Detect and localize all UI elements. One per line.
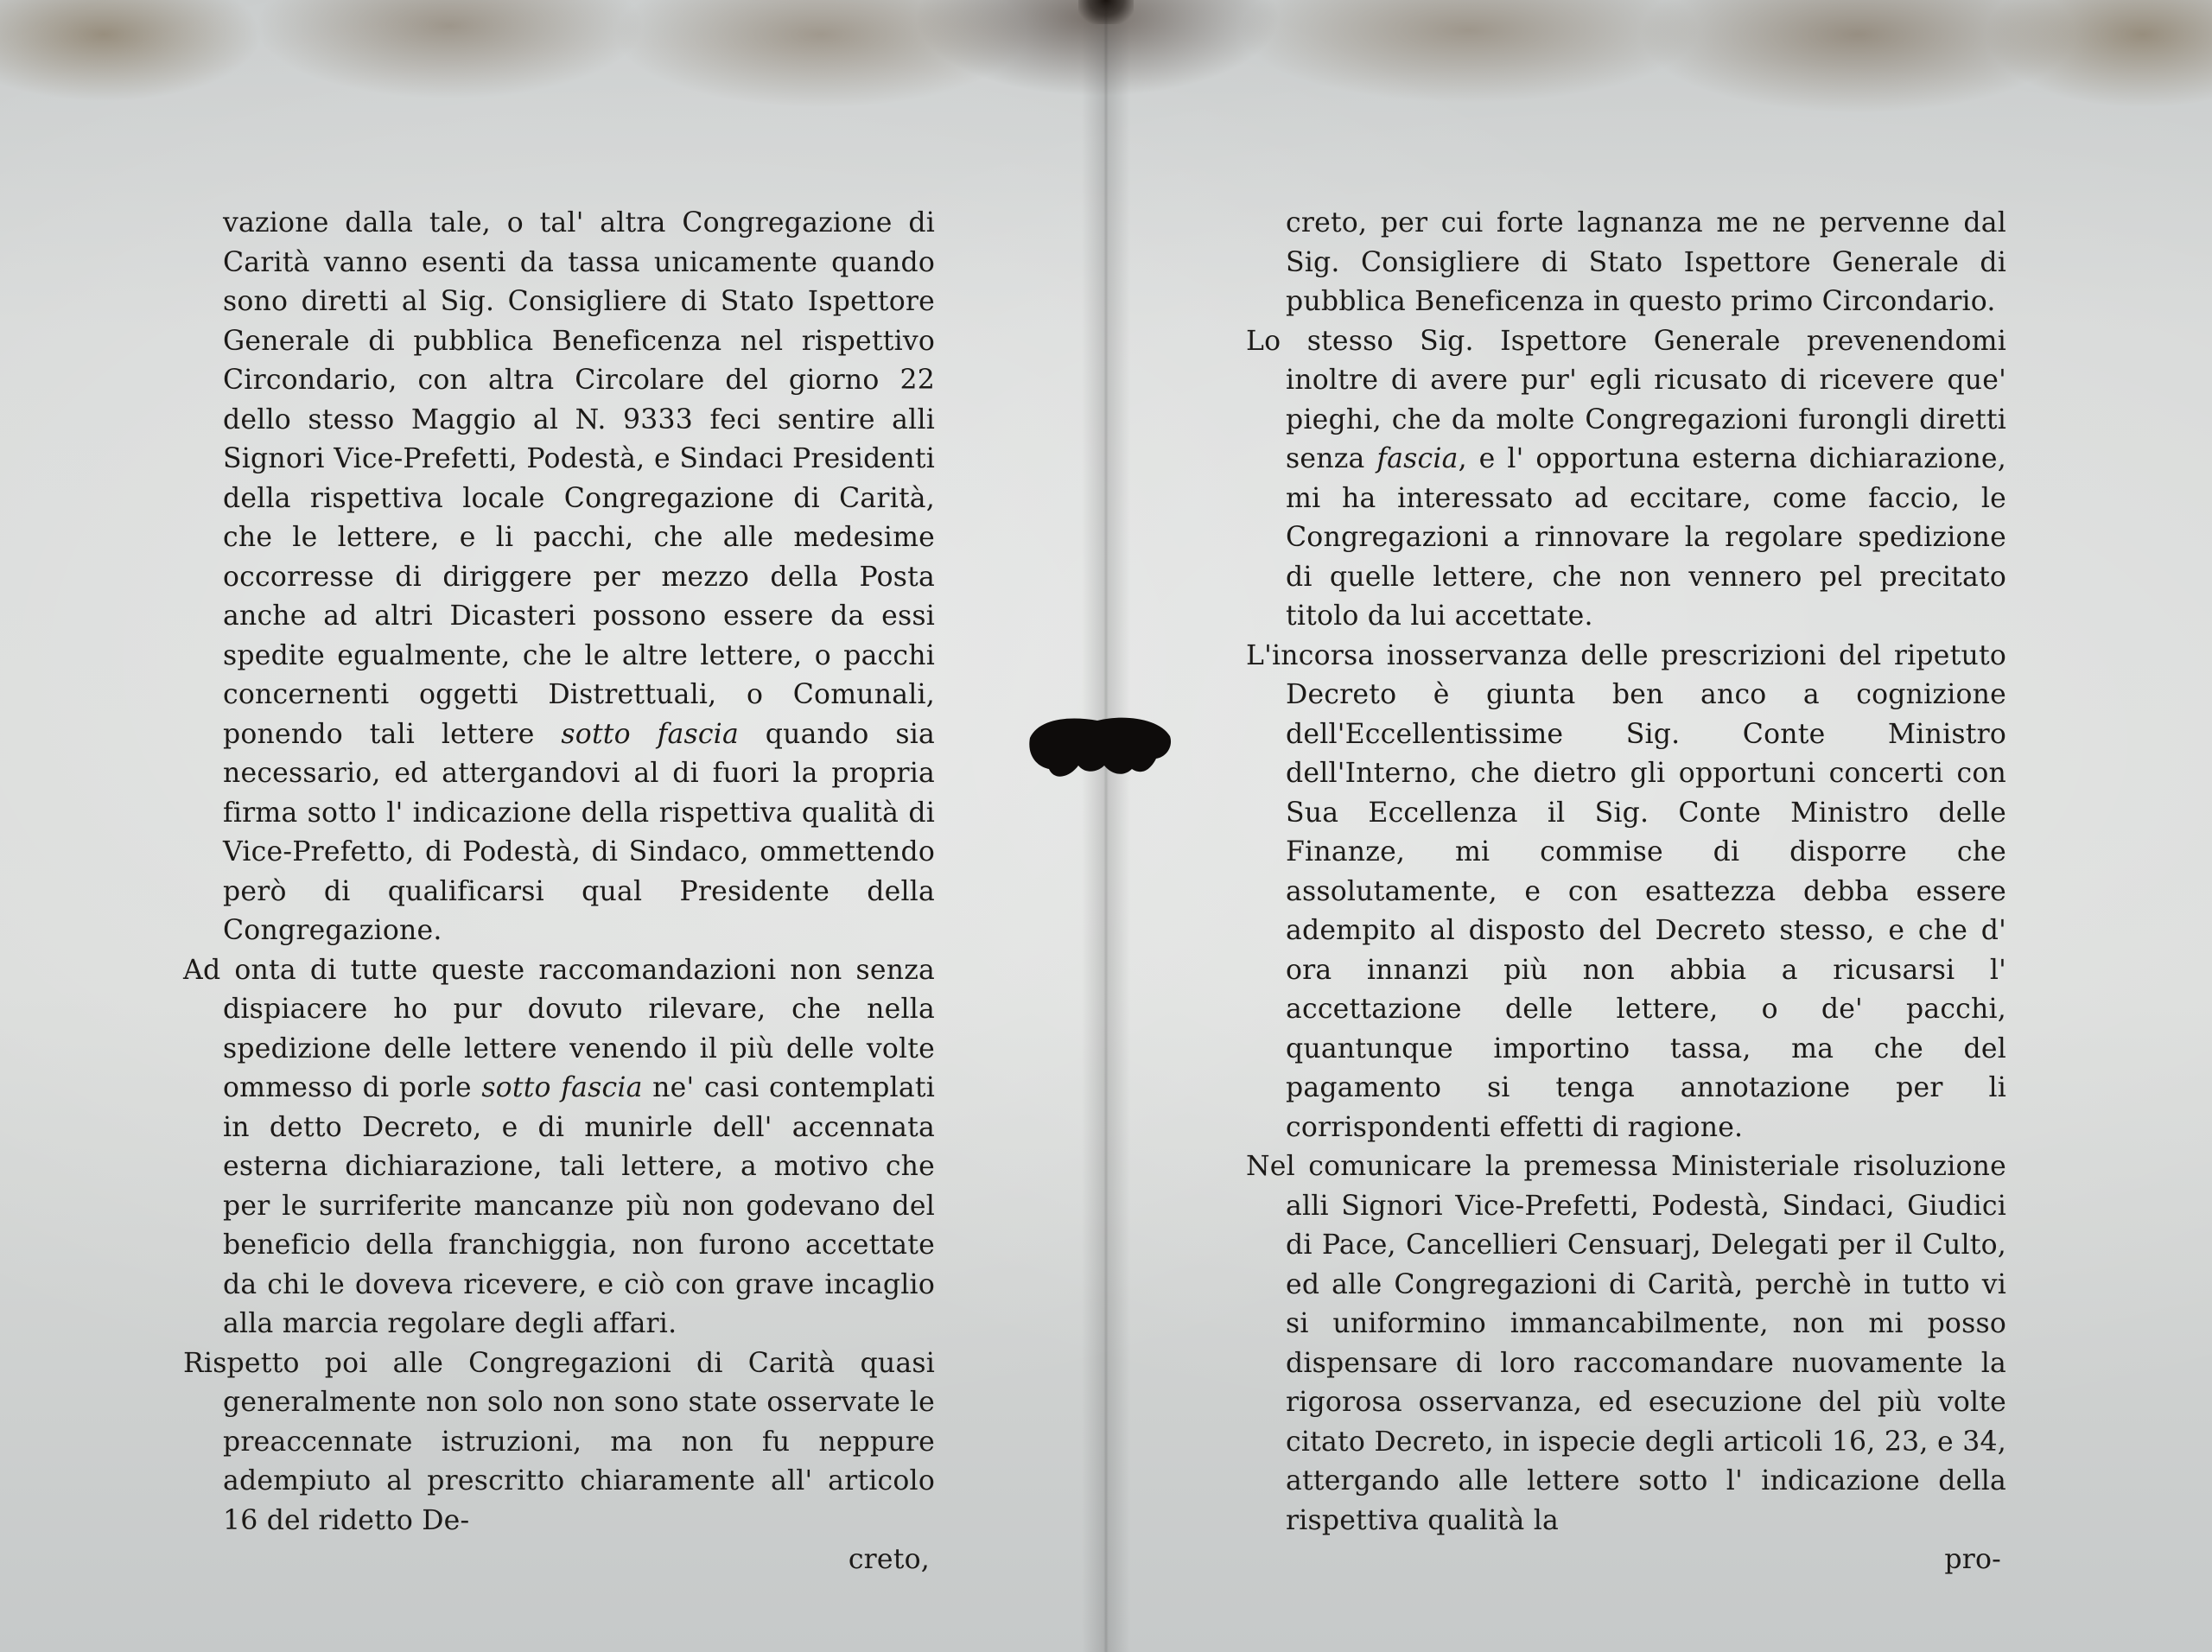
left-catchword: creto, <box>848 1544 930 1575</box>
text-segment: Lo stesso Sig. Ispettore Generale prevenendomi inoltre di avere pur' egli ricusato di ricevere que' pieghi, che da molte Congregazioni furongli diretti senza <box>1246 325 2006 474</box>
italic-text: sotto fascia <box>561 718 739 750</box>
paragraph <box>1246 322 2006 637</box>
binding-top <box>1078 0 1134 24</box>
text-segment: quando sia necessario, ed attergandovi al di fuori la propria firma sotto l' indicazione della rispettiva qualità di Vice-Prefetto, di Podestà, di Sindaco, ommettendo però di qualificarsi qual Presidente della Congregazione. <box>223 718 935 946</box>
center-gutter <box>1082 0 1130 1652</box>
ink-blot <box>1021 712 1173 781</box>
paragraph <box>183 204 935 951</box>
paragraph <box>183 951 935 1344</box>
text-segment: , e l' opportuna esterna dichiarazione, mi ha interessato ad eccitare, come faccio, le Congregazioni a rinnovare la regolare spedizione di quelle lettere, che non vennero pel precitato titolo da lui accettate. <box>1286 443 2006 632</box>
text-segment: creto, per cui forte lagnanza me ne pervenne dal Sig. Consigliere di Stato Ispettore Generale di pubblica Beneficenza in questo primo Circondario. <box>1286 207 2006 317</box>
italic-text: fascia <box>1376 443 1459 474</box>
text-segment: ne' casi contemplati in detto Decreto, e di munirle dell' accennata esterna dichiarazione, tali lettere, a motivo che per le surriferite mancanze più non godevano del beneficio della franchiggia, non furono accettate da chi le doveva ricevere, e ciò con grave incaglio alla marcia regolare degli affari. <box>223 1072 935 1339</box>
right-page-text <box>1246 204 2006 1541</box>
right-page <box>1246 204 2006 1580</box>
text-segment: Nel comunicare la premessa Ministeriale risoluzione alli Signori Vice-Prefetti, Podestà, Sindaci, Giudici di Pace, Cancellieri Censuarj, Delegati per il Culto, ed alle Congregazioni di Carità, perchè in tutto vi si uniformino immancabilmente, non mi posso dispensare di loro raccomandare nuovamente la rigorosa osservanza, ed esecuzione del più volte citato Decreto, in ispecie degli articoli 16, 23, e 34, attergando alle lettere sotto l' indicazione della rispettiva qualità la <box>1246 1151 2006 1536</box>
right-catchword: pro- <box>1944 1544 2001 1575</box>
text-segment: Rispetto poi alle Congregazioni di Carità quasi generalmente non solo non sono state osservate le preaccennate istruzioni, ma non fu neppure adempiuto al prescritto chiaramente all' articolo 16 del ridetto De- <box>183 1347 935 1536</box>
left-page <box>183 204 935 1580</box>
text-segment: Ad onta di tutte queste raccomandazioni non senza dispiacere ho pur dovuto rilevare, che nella spedizione delle lettere venendo il più delle volte ommesso di porle <box>183 954 935 1103</box>
text-segment: L'incorsa inosservanza delle prescrizioni del ripetuto Decreto è giunta ben anco a cognizione dell'Eccellentissime Sig. Conte Ministro dell'Interno, che dietro gli opportuni concerti con Sua Eccellenza il Sig. Conte Ministro delle Finanze, mi commise di disporre che assolutamente, e con esattezza debba essere adempito al disposto del Decreto stesso, e che d' ora innanzi più non abbia a ricusarsi l' accettazione delle lettere, o de' pacchi, quantunque importino tassa, ma che del pagamento si tenga annotazione per li corrispondenti effetti di ragione. <box>1246 639 2006 1143</box>
left-page-text <box>183 204 935 1541</box>
text-segment: vazione dalla tale, o tal' altra Congregazione di Carità vanno esenti da tassa unicamente quando sono diretti al Sig. Consigliere di Stato Ispettore Generale di pubblica Beneficenza nel rispettivo Circondario, con altra Circolare del giorno 22 dello stesso Maggio al N. 9333 feci sentire alli Signori Vice-Prefetti, Podestà, e Sindaci Presidenti della rispettiva locale Congregazione di Carità, che le lettere, e li pacchi, che alle medesime occorresse di diriggere per mezzo della Posta anche ad altri Dicasteri possono essere da essi spedite egualmente, che le altre lettere, o pacchi concernenti oggetti Distrettuali, o Comunali, ponendo tali lettere <box>223 207 935 750</box>
italic-text: sotto fascia <box>481 1072 643 1103</box>
paragraph <box>1246 204 2006 322</box>
paragraph <box>183 1344 935 1541</box>
paragraph <box>1246 1147 2006 1541</box>
paragraph <box>1246 637 2006 1148</box>
